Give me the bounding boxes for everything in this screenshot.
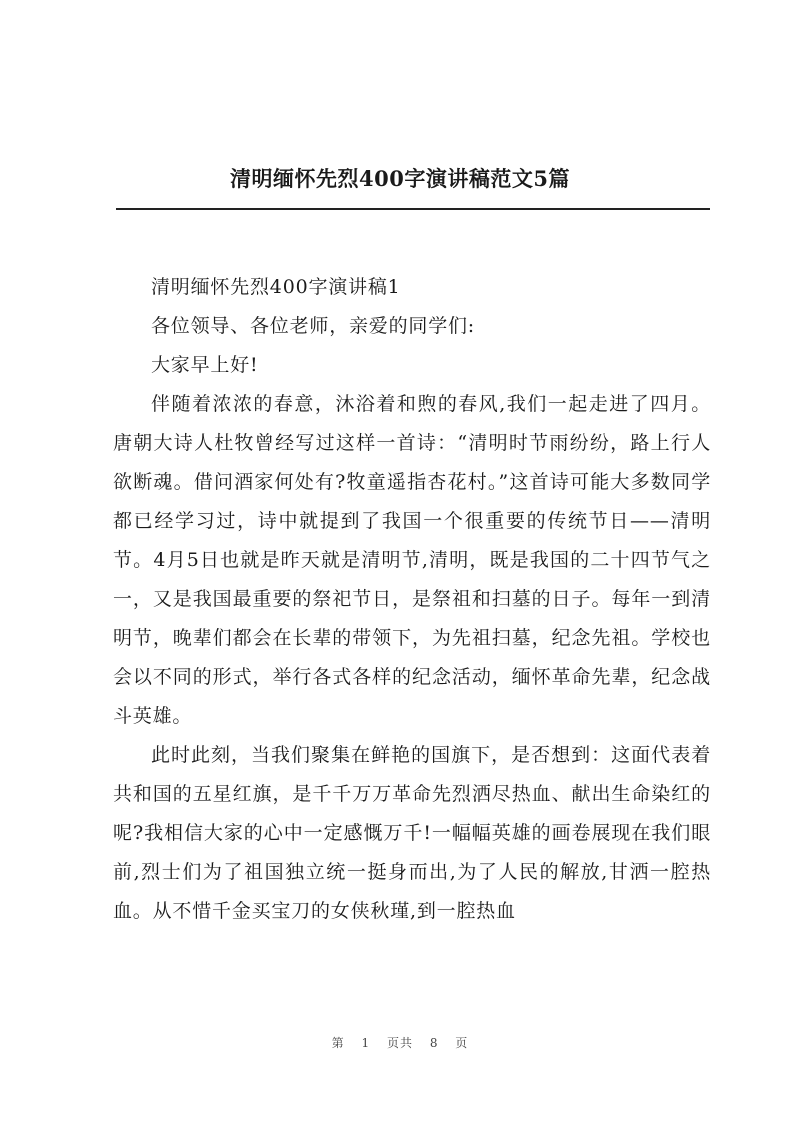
page-footer (0, 1034, 800, 1051)
footer-page-number: 1 (361, 1036, 371, 1050)
footer-prefix: 第 (331, 1036, 345, 1050)
footer-suffix: 页 (455, 1036, 469, 1050)
title-divider (116, 208, 710, 210)
speech-heading: 清明缅怀先烈400字演讲稿1 (151, 276, 401, 298)
body-paragraph: 此时此刻，当我们聚集在鲜艳的国旗下，是否想到：这面代表着共和国的五星红旗，是千千万万革命先烈洒尽热血、献出生命染红的呢?我相信大家的心中一定感慨万千!一幅幅英雄的画卷展现在我们眼前,烈士们为了祖国独立统一挺身而出,为了人民的解放,甘洒一腔热血。从不惜千金买宝刀的女侠秋瑾,到一腔热血 (113, 744, 711, 922)
footer-middle: 页共 (386, 1036, 413, 1050)
footer-total-pages: 8 (429, 1036, 439, 1050)
greeting: 大家早上好! (151, 354, 259, 376)
salutation: 各位领导、各位老师，亲爱的同学们: (151, 315, 476, 337)
body-paragraph: 伴随着浓浓的春意，沐浴着和煦的春风,我们一起走进了四月。唐朝大诗人杜牧曾经写过这样一首诗：“清明时节雨纷纷，路上行人欲断魂。借问酒家何处有?牧童遥指杏花村。”这首诗可能大多数同学都已经学习过，诗中就提到了我国一个很重要的传统节日——清明节。4月5日也就是昨天就是清明节,清明，既是我国的二十四节气之一，又是我国最重要的祭祀节日，是祭祖和扫墓的日子。每年一到清明节，晚辈们都会在长辈的带领下，为先祖扫墓，纪念先祖。学校也会以不同的形式，举行各式各样的纪念活动，缅怀革命先辈，纪念战斗英雄。 (113, 393, 711, 727)
document-title: 清明缅怀先烈400字演讲稿范文5篇 (230, 166, 570, 191)
document-body (113, 268, 711, 931)
